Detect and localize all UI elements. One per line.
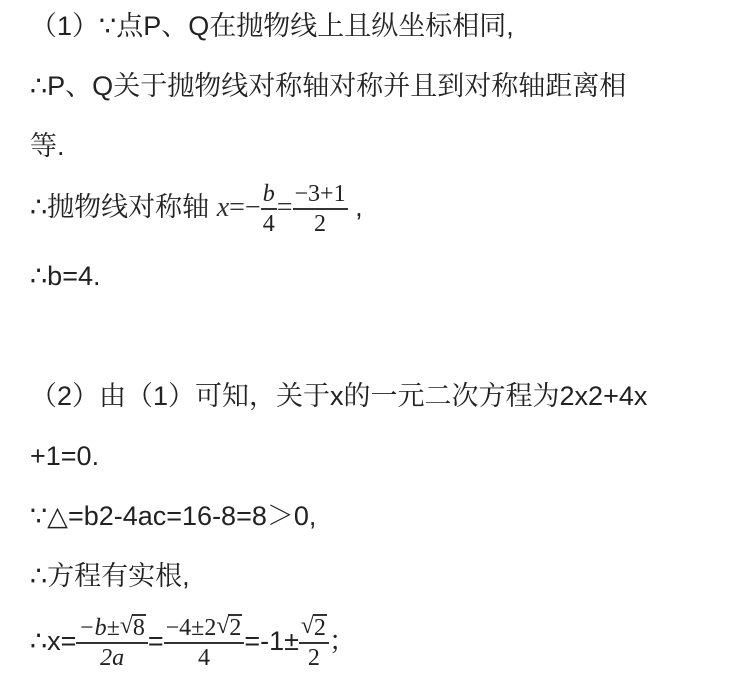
sqrt-symbol: √ 2 xyxy=(300,613,326,641)
fraction-denominator: 2 xyxy=(307,645,320,671)
radicand: 2 xyxy=(229,615,242,641)
variable-x: x xyxy=(216,192,230,224)
numerator-text: −b± xyxy=(78,615,120,641)
numerator-text: −4±2 xyxy=(165,615,217,641)
radicand: 2 xyxy=(313,615,326,641)
equals-sign: = xyxy=(147,626,164,657)
part1-line1: （1）∵点P、Q在抛物线上且纵坐标相同, xyxy=(30,11,514,41)
part2-line4: ∴方程有实根, xyxy=(30,561,190,591)
fraction-numerator xyxy=(299,614,329,642)
part1-line4-equation xyxy=(30,180,363,238)
part2-line3: ∵△=b2-4ac=16-8=8＞0, xyxy=(30,501,317,531)
equation-prefix: ∴抛物线对称轴 xyxy=(30,192,217,223)
equals-sign: = xyxy=(276,192,293,224)
equation-suffix: , xyxy=(347,192,363,223)
fraction-denominator: 2 xyxy=(314,211,327,237)
fraction-denominator: 4 xyxy=(262,211,275,237)
fraction-numerator xyxy=(76,614,147,642)
sqrt-symbol: √ 2 xyxy=(216,613,242,641)
radicand: 8 xyxy=(132,615,145,641)
fraction-numerator: b xyxy=(262,181,275,207)
part2-line2: +1=0. xyxy=(30,441,100,471)
fraction-denominator: 2a xyxy=(100,645,125,671)
quadratic-formula-fraction xyxy=(76,614,147,672)
fraction-numerator: −3+1 xyxy=(294,181,346,207)
part1-line2: ∴P、Q关于抛物线对称轴对称并且到对称轴距离相 xyxy=(30,71,627,101)
equals-minus: =− xyxy=(229,192,261,224)
part1-line3: 等. xyxy=(30,131,65,161)
fraction-numerator xyxy=(164,614,245,642)
part1-line5: ∴b=4. xyxy=(30,261,101,291)
fraction-denominator: 4 xyxy=(197,645,210,671)
equation-suffix: ； xyxy=(328,626,356,657)
part2-line1: （2）由（1）可知，关于x的一元二次方程为2x2+4x xyxy=(30,381,648,411)
sqrt2-over-2-fraction xyxy=(299,614,329,672)
part2-line5-equation xyxy=(30,614,356,672)
evaluated-fraction xyxy=(164,614,245,672)
sqrt-symbol: √ 8 xyxy=(119,613,145,641)
fraction-sum-over-2 xyxy=(293,180,348,238)
result-middle: =-1± xyxy=(244,626,299,657)
equation-prefix: ∴x= xyxy=(30,626,77,657)
fraction-b-over-4 xyxy=(261,180,277,238)
